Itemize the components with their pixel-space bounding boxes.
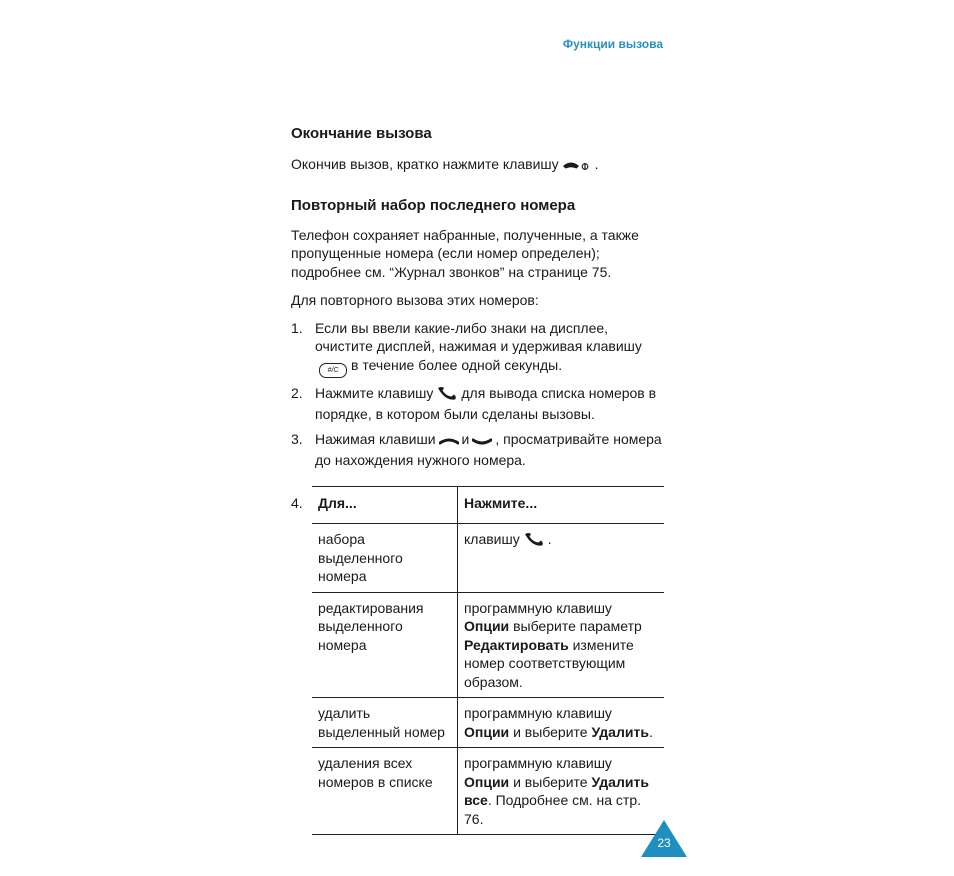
redial-how-to: Для повторного вызова этих номеров:	[291, 292, 539, 308]
instruction-text: и выберите	[513, 723, 588, 740]
options-table	[312, 486, 664, 836]
step-text: в течение более одной секунды.	[351, 356, 563, 373]
step-text: Если вы ввели какие-либо знаки на дисплее, очистите дисплей, нажимая и удерживая клавишу	[315, 319, 642, 354]
clear-key-icon: #/C	[319, 363, 347, 378]
table-header-for: Для...	[312, 486, 458, 524]
table-row	[312, 698, 664, 748]
table-cell-instruction	[458, 592, 665, 698]
softkey-name: Опции	[464, 618, 510, 634]
running-header: Функции вызова	[562, 37, 663, 51]
instruction-text: выберите параметр	[513, 618, 642, 634]
table-row	[312, 524, 664, 593]
menu-option-name: Удалить	[591, 723, 649, 740]
list-item	[291, 430, 666, 470]
step-number: 4.	[291, 494, 303, 511]
table-header-row	[312, 486, 664, 524]
instruction-text: программную клавишу	[464, 599, 612, 616]
send-key-icon	[436, 385, 458, 406]
end-call-key-icon	[562, 158, 592, 177]
nav-up-key-icon	[439, 433, 459, 452]
step-text: и	[461, 430, 470, 447]
table-header-press: Нажмите...	[458, 486, 665, 524]
end-call-paragraph	[291, 155, 666, 177]
softkey-name: Опции	[464, 773, 510, 790]
table-row	[312, 748, 664, 835]
instruction-text: .	[547, 531, 552, 547]
step-text: для вывода списка номеров в порядке, в котором были сделаны вызовы.	[315, 384, 657, 422]
menu-option-name: Редактировать	[464, 636, 569, 653]
instruction-text: клавишу	[464, 531, 520, 547]
end-call-text: Окончив вызов, кратко нажмите клавишу	[291, 156, 559, 172]
page-number-badge	[640, 820, 688, 858]
section-heading-end-call: Окончание вызова	[291, 125, 432, 142]
step-text: , просматривайте номера до нахождения нужного номера.	[315, 430, 662, 468]
page-number: 23	[657, 836, 671, 850]
table-cell-instruction	[458, 698, 665, 748]
send-key-icon	[523, 531, 545, 552]
step-number: 1.	[291, 319, 303, 336]
table-cell-action: удалить выделенный номер	[312, 698, 458, 748]
page-content	[291, 124, 666, 835]
list-item	[291, 319, 666, 378]
step-number: 2.	[291, 384, 303, 401]
section-heading-redial: Повторный набор последнего номера	[291, 196, 576, 214]
table-cell-instruction	[458, 524, 665, 593]
steps-list	[291, 319, 666, 470]
end-call-text-end: .	[594, 156, 599, 172]
instruction-text: измените номер соответствующим образом.	[464, 636, 634, 690]
instruction-text: программную клавишу	[464, 755, 612, 771]
step-text: Нажмите клавишу	[315, 384, 434, 401]
instruction-text: программную клавишу	[464, 705, 612, 721]
nav-down-key-icon	[472, 433, 492, 452]
redial-intro: Телефон сохраняет набранные, полученные, а также пропущенные номера (если номер определен); подробнее см. “Журнал звонков” на странице 75.	[291, 226, 639, 280]
menu-option-name: Удалить все	[464, 773, 649, 808]
table-cell-action: набора выделенного номера	[312, 524, 458, 593]
table-cell-action: редактирования выделенного номера	[312, 592, 458, 698]
list-item	[291, 384, 666, 424]
table-cell-action: удаления всех номеров в списке	[312, 748, 458, 835]
instruction-text: и выберите	[513, 773, 588, 790]
step-number: 3.	[291, 430, 303, 447]
table-cell-instruction	[458, 748, 665, 835]
table-row	[312, 592, 664, 698]
softkey-name: Опции	[464, 723, 510, 740]
options-table-block	[291, 486, 666, 836]
instruction-text: . Подробнее см. на стр. 76.	[464, 792, 642, 827]
instruction-text: .	[648, 723, 653, 740]
step-text: Нажимая клавиши	[315, 430, 436, 447]
